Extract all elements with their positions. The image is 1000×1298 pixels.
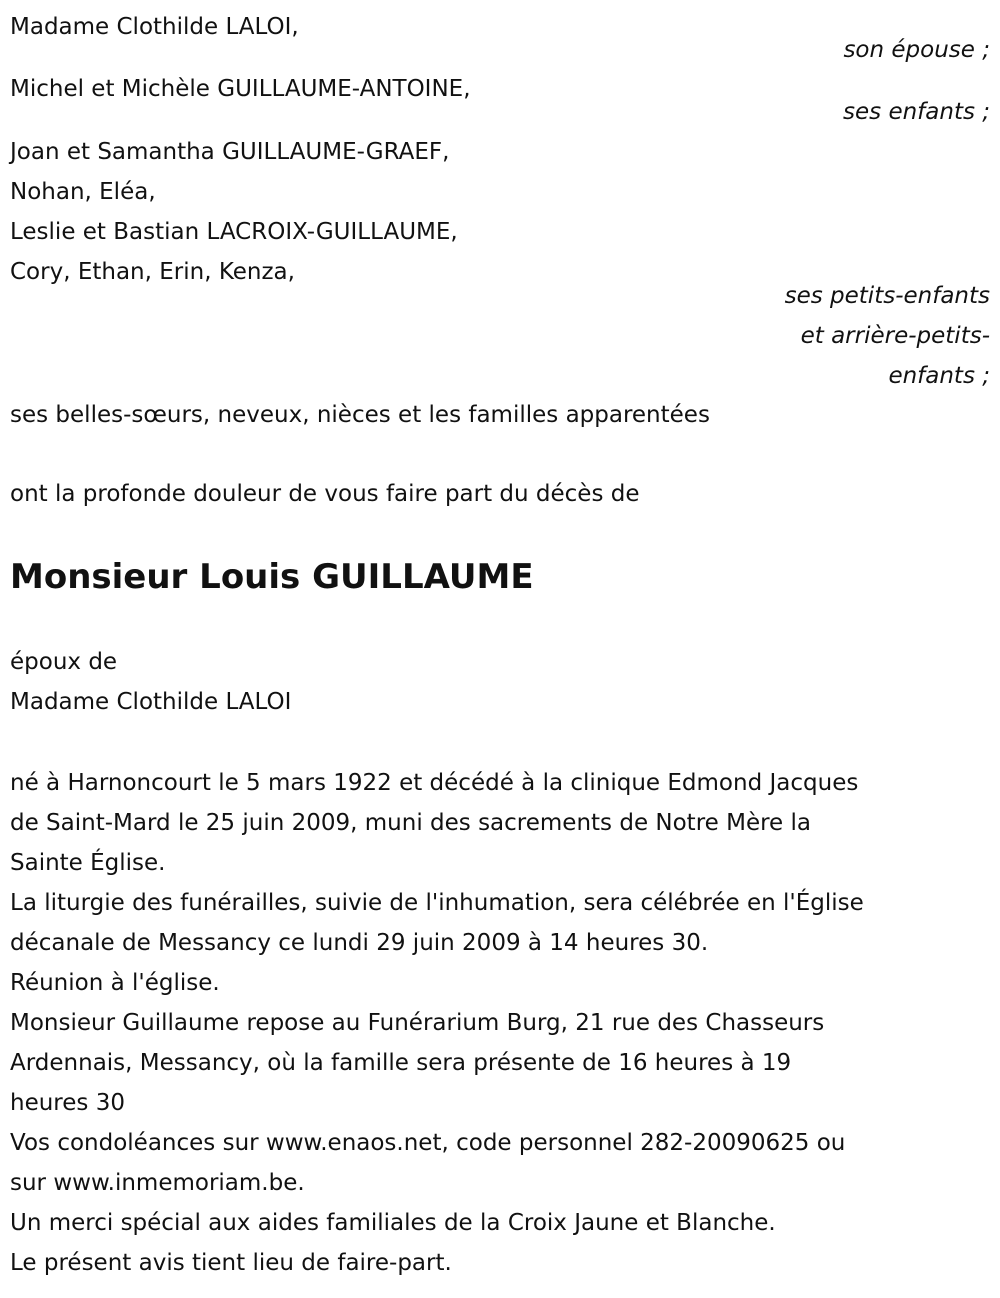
body-line: Vos condoléances sur www.enaos.net, code personnel 282-20090625 ou	[10, 1130, 846, 1156]
family-name-line: Joan et Samantha GUILLAUME-GRAEF,	[10, 139, 450, 165]
body-line: décanale de Messancy ce lundi 29 juin 2009 à 14 heures 30.	[10, 930, 709, 956]
announcement-line: ont la profonde douleur de vous faire part du décès de	[10, 481, 640, 507]
relation-label: enfants ;	[888, 363, 990, 389]
body-line: heures 30	[10, 1090, 125, 1116]
relation-label: ses enfants ;	[843, 99, 990, 125]
body-line: La liturgie des funérailles, suivie de l'inhumation, sera célébrée en l'Église	[10, 890, 864, 916]
body-line: Monsieur Guillaume repose au Funérarium Burg, 21 rue des Chasseurs	[10, 1010, 825, 1036]
relation-label: ses petits-enfants	[784, 283, 990, 309]
spouse-line: Madame Clothilde LALOI	[10, 689, 292, 715]
body-line: Un merci spécial aux aides familiales de la Croix Jaune et Blanche.	[10, 1210, 776, 1236]
relation-label: son épouse ;	[843, 37, 990, 63]
family-name-line: Leslie et Bastian LACROIX-GUILLAUME,	[10, 219, 458, 245]
family-name-line: Madame Clothilde LALOI,	[10, 14, 299, 40]
body-line: sur www.inmemoriam.be.	[10, 1170, 305, 1196]
body-line: Le présent avis tient lieu de faire-part.	[10, 1250, 452, 1276]
spouse-line: époux de	[10, 649, 118, 675]
body-line: Réunion à l'église.	[10, 970, 220, 996]
body-line: de Saint-Mard le 25 juin 2009, muni des sacrements de Notre Mère la	[10, 810, 812, 836]
others-line: ses belles-sœurs, neveux, nièces et les familles apparentées	[10, 402, 710, 428]
family-name-line: Michel et Michèle GUILLAUME-ANTOINE,	[10, 76, 471, 102]
relation-label: et arrière-petits-	[800, 323, 990, 349]
body-line: Ardennais, Messancy, où la famille sera présente de 16 heures à 19	[10, 1050, 792, 1076]
family-name-line: Cory, Ethan, Erin, Kenza,	[10, 259, 295, 285]
body-line: né à Harnoncourt le 5 mars 1922 et décédé à la clinique Edmond Jacques	[10, 770, 859, 796]
deceased-name: Monsieur Louis GUILLAUME	[10, 557, 534, 597]
family-name-line: Nohan, Eléa,	[10, 179, 156, 205]
body-line: Sainte Église.	[10, 850, 166, 876]
